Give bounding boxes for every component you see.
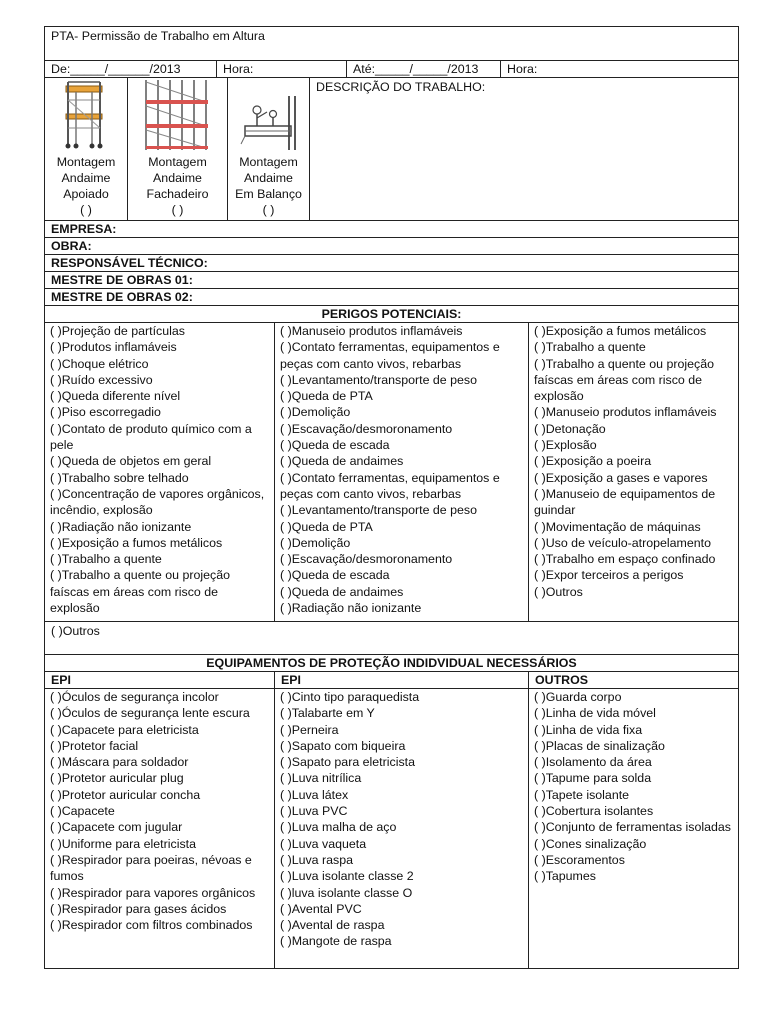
scaffold-option-supported[interactable]	[45, 78, 127, 220]
work-description-label: DESCRIÇÃO DO TRABALHO:	[316, 80, 486, 94]
ppe-item[interactable]: ( )Cinto tipo paraquedista	[280, 690, 420, 704]
hazard-item[interactable]: ( )Queda de objetos em geral	[50, 454, 212, 469]
ppe-item[interactable]: ( )Sapato com biqueira	[280, 738, 406, 753]
scaffold-cantilever-label-1: Montagem	[239, 155, 298, 169]
ppe-item[interactable]: ( )Respirador para poeiras, névoas e fumos	[50, 852, 252, 884]
technical-lead-label: RESPONSÁVEL TÉCNICO:	[51, 256, 208, 270]
hazard-item[interactable]: ( )Exposição a fumos metálicos	[534, 324, 707, 338]
pta-form	[44, 26, 739, 969]
hazard-item[interactable]: ( )Concentração de vapores orgânicos, incêndio, explosão	[50, 486, 265, 518]
hazards-col-2	[274, 323, 528, 621]
ppe-item[interactable]: ( )Isolamento da área	[534, 755, 652, 770]
hazard-item[interactable]: ( )Queda de PTA	[280, 389, 373, 404]
hazard-item[interactable]: ( )Contato ferramentas, equipamentos e peças com canto vivos, rebarbas	[280, 340, 500, 371]
hazard-item[interactable]: ( )Trabalho em espaço confinado	[534, 552, 716, 567]
ppe-item[interactable]: ( )Perneira	[280, 722, 339, 737]
site-row[interactable]	[45, 238, 738, 255]
ppe-item[interactable]: ( )Respirador com filtros combinados	[50, 918, 253, 933]
hazard-item[interactable]: ( )Choque elétrico	[50, 356, 149, 371]
ppe-item[interactable]: ( )Luva vaqueta	[280, 836, 367, 851]
scaffold-option-cantilever[interactable]	[227, 78, 309, 220]
hazard-item[interactable]: ( )Produtos inflamáveis	[50, 340, 177, 355]
ppe-item[interactable]: ( )Cobertura isolantes	[534, 804, 654, 819]
hazard-item[interactable]: ( )Manuseio produtos inflamáveis	[534, 405, 717, 420]
hazard-item[interactable]: ( )Radiação não ionizante	[50, 519, 192, 534]
supported-scaffold-icon	[56, 78, 116, 152]
hazard-item[interactable]: ( )Uso de veículo-atropelamento	[534, 535, 711, 550]
hazard-item[interactable]: ( )Queda de andaimes	[280, 584, 404, 599]
ppe-item[interactable]: ( )Luva raspa	[280, 852, 354, 867]
hazard-item[interactable]: ( )Radiação não ionizante	[280, 601, 422, 616]
hazard-item[interactable]: ( )Levantamento/transporte de peso	[280, 372, 477, 387]
hazard-item[interactable]: ( )Queda de escada	[280, 438, 390, 453]
scaffold-option-facade[interactable]	[127, 78, 227, 220]
company-row[interactable]	[45, 221, 738, 238]
ppe-item[interactable]: ( )Tapete isolante	[534, 787, 630, 802]
ppe-header-row	[45, 655, 738, 672]
ppe-item[interactable]: ( )Luva PVC	[280, 804, 348, 819]
end-date-field[interactable]: Até:_____/_____/2013	[346, 61, 500, 77]
hazard-item[interactable]: ( )Queda de PTA	[280, 519, 373, 534]
scaffold-supported-checkbox[interactable]: ( )	[80, 203, 92, 217]
hazard-item[interactable]: ( )Outros	[534, 584, 583, 599]
ppe-item[interactable]: ( )Tapumes	[534, 869, 596, 884]
ppe-item[interactable]: ( )Sapato para eletricista	[280, 755, 415, 770]
ppe-header-epi-1: EPI	[51, 673, 71, 687]
facade-scaffold-icon	[140, 78, 216, 152]
hazard-item[interactable]: ( )Queda de andaimes	[280, 454, 404, 469]
ppe-item[interactable]: ( )Protetor auricular concha	[50, 787, 201, 802]
hazards-title: PERIGOS POTENCIAIS:	[321, 307, 462, 321]
form-title: PTA- Permissão de Trabalho em Altura	[51, 29, 265, 43]
foreman-2-label: MESTRE DE OBRAS 02:	[51, 290, 193, 304]
scaffold-facade-label-3: Fachadeiro	[146, 187, 209, 201]
hazard-item[interactable]: ( )Demolição	[280, 405, 351, 420]
scaffold-facade-checkbox[interactable]: ( )	[171, 203, 184, 217]
scaffold-cantilever-label-3: Em Balanço	[235, 187, 302, 201]
hazard-item[interactable]: ( )Trabalho a quente	[534, 340, 646, 355]
hazard-item[interactable]: ( )Explosão	[534, 438, 597, 453]
hazard-item[interactable]: ( )Manuseio produtos inflamáveis	[280, 324, 463, 338]
hazard-item[interactable]: ( )Exposição a poeira	[534, 454, 652, 469]
hazard-item[interactable]: ( )Projeção de partículas	[50, 324, 185, 338]
scaffold-facade-label-2: Andaime	[153, 171, 202, 185]
scaffold-supported-label-3: Apoiado	[63, 187, 109, 201]
hazard-item[interactable]: ( )Trabalho a quente	[50, 552, 162, 567]
end-time-field[interactable]: Hora:	[500, 61, 738, 77]
hazard-item[interactable]: ( )Trabalho a quente ou projeção faíscas em áreas com risco de explosão	[534, 356, 715, 404]
ppe-item[interactable]: ( )Capacete	[50, 804, 115, 819]
hazards-col-1	[45, 323, 274, 621]
hazard-item[interactable]: ( )Queda diferente nível	[50, 389, 181, 404]
ppe-item[interactable]: ( )Uniforme para eletricista	[50, 836, 196, 851]
scaffold-facade-label-1: Montagem	[148, 155, 207, 169]
hazards-other-row	[45, 622, 738, 655]
ppe-item[interactable]: ( )Protetor auricular plug	[50, 771, 184, 786]
hazard-item[interactable]: ( )Contato de produto químico com a pele	[50, 421, 252, 453]
foreman-1-label: MESTRE DE OBRAS 01:	[51, 273, 193, 287]
title-row	[45, 27, 738, 61]
hazards-row	[45, 323, 738, 622]
ppe-item[interactable]: ( )Capacete com jugular	[50, 820, 183, 835]
hazard-other-item[interactable]: ( )Outros	[51, 624, 100, 638]
technical-lead-row[interactable]	[45, 255, 738, 272]
scaffold-cantilever-label-2: Andaime	[244, 171, 293, 185]
ppe-item[interactable]: ( )Luva isolante classe 2	[280, 869, 414, 884]
start-date-field[interactable]: De:_____/______/2013	[51, 62, 181, 76]
scaffold-row	[45, 78, 738, 221]
hazard-item[interactable]: ( )Demolição	[280, 535, 351, 550]
hazard-item[interactable]: ( )Levantamento/transporte de peso	[280, 503, 477, 518]
work-description-field[interactable]	[309, 78, 738, 220]
hazard-item[interactable]: ( )Exposição a fumos metálicos	[50, 535, 223, 550]
ppe-item[interactable]: ( )Respirador para gases ácidos	[50, 901, 227, 916]
hazard-item[interactable]: ( )Detonação	[534, 421, 606, 436]
ppe-col-1	[45, 689, 274, 968]
ppe-item[interactable]: ( )luva isolante classe O	[280, 885, 413, 900]
hazard-item[interactable]: ( )Movimentação de máquinas	[534, 519, 701, 534]
scaffold-supported-label-1: Montagem	[56, 155, 116, 169]
hazard-item[interactable]: ( )Trabalho a quente ou projeção faíscas em áreas com risco de explosão	[50, 568, 231, 616]
hazard-item[interactable]: ( )Expor terceiros a perigos	[534, 568, 684, 583]
ppe-col-3	[528, 689, 738, 968]
ppe-item[interactable]: ( )Luva nitrílica	[280, 771, 362, 786]
ppe-col-2	[274, 689, 528, 968]
hazards-header-row	[45, 306, 738, 323]
foreman-1-row[interactable]	[45, 272, 738, 289]
ppe-item[interactable]: ( )Cones sinalização	[534, 836, 647, 851]
ppe-item[interactable]: ( )Avental PVC	[280, 901, 362, 916]
start-time-field[interactable]: Hora:	[216, 61, 346, 77]
ppe-item[interactable]: ( )Respirador para vapores orgânicos	[50, 885, 256, 900]
cantilever-scaffold-icon	[239, 94, 299, 152]
ppe-item[interactable]: ( )Escoramentos	[534, 852, 625, 867]
hazard-item[interactable]: ( )Contato ferramentas, equipamentos e peças com canto vivos, rebarbas	[280, 470, 500, 501]
ppe-header-epi-2: EPI	[274, 672, 528, 688]
ppe-title: EQUIPAMENTOS DE PROTEÇÃO INDIDVIDUAL NECESSÁRIOS	[206, 656, 577, 670]
company-label: EMPRESA:	[51, 222, 117, 236]
ppe-item[interactable]: ( )Mangote de raspa	[280, 934, 392, 949]
hazard-item[interactable]: ( )Trabalho sobre telhado	[50, 470, 189, 485]
ppe-item[interactable]: ( )Placas de sinalização	[534, 738, 665, 753]
ppe-item[interactable]: ( )Protetor facial	[50, 738, 139, 753]
hazard-item[interactable]: ( )Queda de escada	[280, 568, 390, 583]
ppe-item[interactable]: ( )Óculos de segurança lente escura	[50, 706, 250, 721]
ppe-header-others: OUTROS	[528, 672, 738, 688]
ppe-item[interactable]: ( )Avental de raspa	[280, 918, 385, 933]
ppe-item[interactable]: ( )Linha de vida fixa	[534, 722, 643, 737]
ppe-item[interactable]: ( )Luva látex	[280, 787, 349, 802]
ppe-item[interactable]: ( )Conjunto de ferramentas isoladas	[534, 820, 731, 835]
hazards-col-3	[528, 323, 738, 621]
ppe-row	[45, 689, 738, 968]
date-row	[45, 61, 738, 78]
hazard-item[interactable]: ( )Manuseio de equipamentos de guindar	[534, 486, 716, 518]
ppe-item[interactable]: ( )Talabarte em Y	[280, 706, 375, 721]
ppe-item[interactable]: ( )Guarda corpo	[534, 690, 622, 704]
scaffold-cantilever-checkbox[interactable]: ( )	[262, 203, 275, 217]
hazard-item[interactable]: ( )Exposição a gases e vapores	[534, 470, 708, 485]
scaffold-supported-label-2: Andaime	[61, 171, 111, 185]
hazard-item[interactable]: ( )Escavação/desmoronamento	[280, 552, 453, 567]
ppe-item[interactable]: ( )Capacete para eletricista	[50, 722, 199, 737]
ppe-item[interactable]: ( )Linha de vida móvel	[534, 706, 656, 721]
hazard-item[interactable]: ( )Piso escorregadio	[50, 405, 161, 420]
hazard-item[interactable]: ( )Ruído excessivo	[50, 372, 153, 387]
ppe-item[interactable]: ( )Máscara para soldador	[50, 755, 189, 770]
ppe-item[interactable]: ( )Óculos de segurança incolor	[50, 690, 219, 704]
ppe-col-headers	[45, 672, 738, 689]
foreman-2-row[interactable]	[45, 289, 738, 306]
ppe-item[interactable]: ( )Tapume para solda	[534, 771, 652, 786]
hazard-item[interactable]: ( )Escavação/desmoronamento	[280, 421, 453, 436]
site-label: OBRA:	[51, 239, 92, 253]
ppe-item[interactable]: ( )Luva malha de aço	[280, 820, 397, 835]
